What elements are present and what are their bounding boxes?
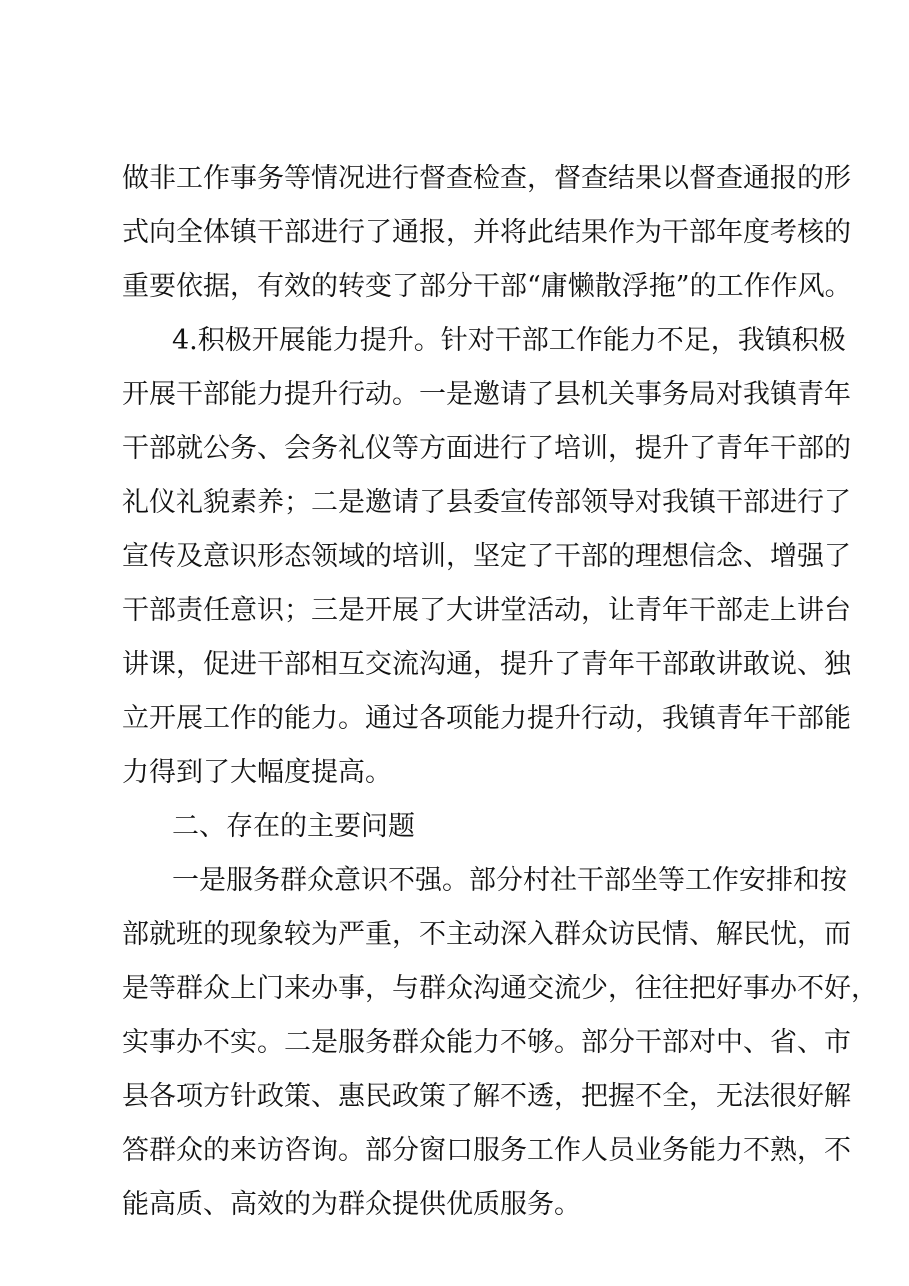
text-line: 礼仪礼貌素养；二是邀请了县委宣传部领导对我镇干部进行了 <box>122 487 851 518</box>
text-line: 答群众的来访咨询。部分窗口服务工作人员业务能力不熟，不 <box>122 1135 851 1166</box>
text-line: 立开展工作的能力。通过各项能力提升行动，我镇青年干部能 <box>122 703 851 734</box>
section-heading: 二、存在的主要问题 <box>172 811 415 842</box>
section-item-heading-line: 4.积极开展能力提升。针对干部工作能力不足，我镇积极 <box>172 325 846 356</box>
text-line: 开展干部能力提升行动。一是邀请了县机关事务局对我镇青年 <box>122 379 851 410</box>
text-line: 部就班的现象较为严重，不主动深入群众访民情、解民忧，而 <box>122 919 851 950</box>
text-line: 是等群众上门来办事，与群众沟通交流少，往往把好事办不好， <box>122 973 878 1004</box>
text-line: 重要依据，有效的转变了部分干部“庸懒散浮拖”的工作作风。 <box>122 271 852 302</box>
text-line: 干部就公务、会务礼仪等方面进行了培训，提升了青年干部的 <box>122 433 851 464</box>
text-line: 县各项方针政策、惠民政策了解不透，把握不全，无法很好解 <box>122 1081 851 1112</box>
text-line: 式向全体镇干部进行了通报，并将此结果作为干部年度考核的 <box>122 217 851 248</box>
text-line: 实事办不实。二是服务群众能力不够。部分干部对中、省、市 <box>122 1027 851 1058</box>
text-line: 做非工作事务等情况进行督查检查，督查结果以督查通报的形 <box>122 163 851 194</box>
text-line: 宣传及意识形态领域的培训，坚定了干部的理想信念、增强了 <box>122 541 851 572</box>
text-line: 干部责任意识；三是开展了大讲堂活动，让青年干部走上讲台 <box>122 595 851 626</box>
text-line: 能高质、高效的为群众提供优质服务。 <box>122 1189 581 1220</box>
text-line: 讲课，促进干部相互交流沟通，提升了青年干部敢讲敢说、独 <box>122 649 851 680</box>
text-line: 一是服务群众意识不强。部分村社干部坐等工作安排和按 <box>172 865 847 896</box>
text-line: 力得到了大幅度提高。 <box>122 757 392 788</box>
